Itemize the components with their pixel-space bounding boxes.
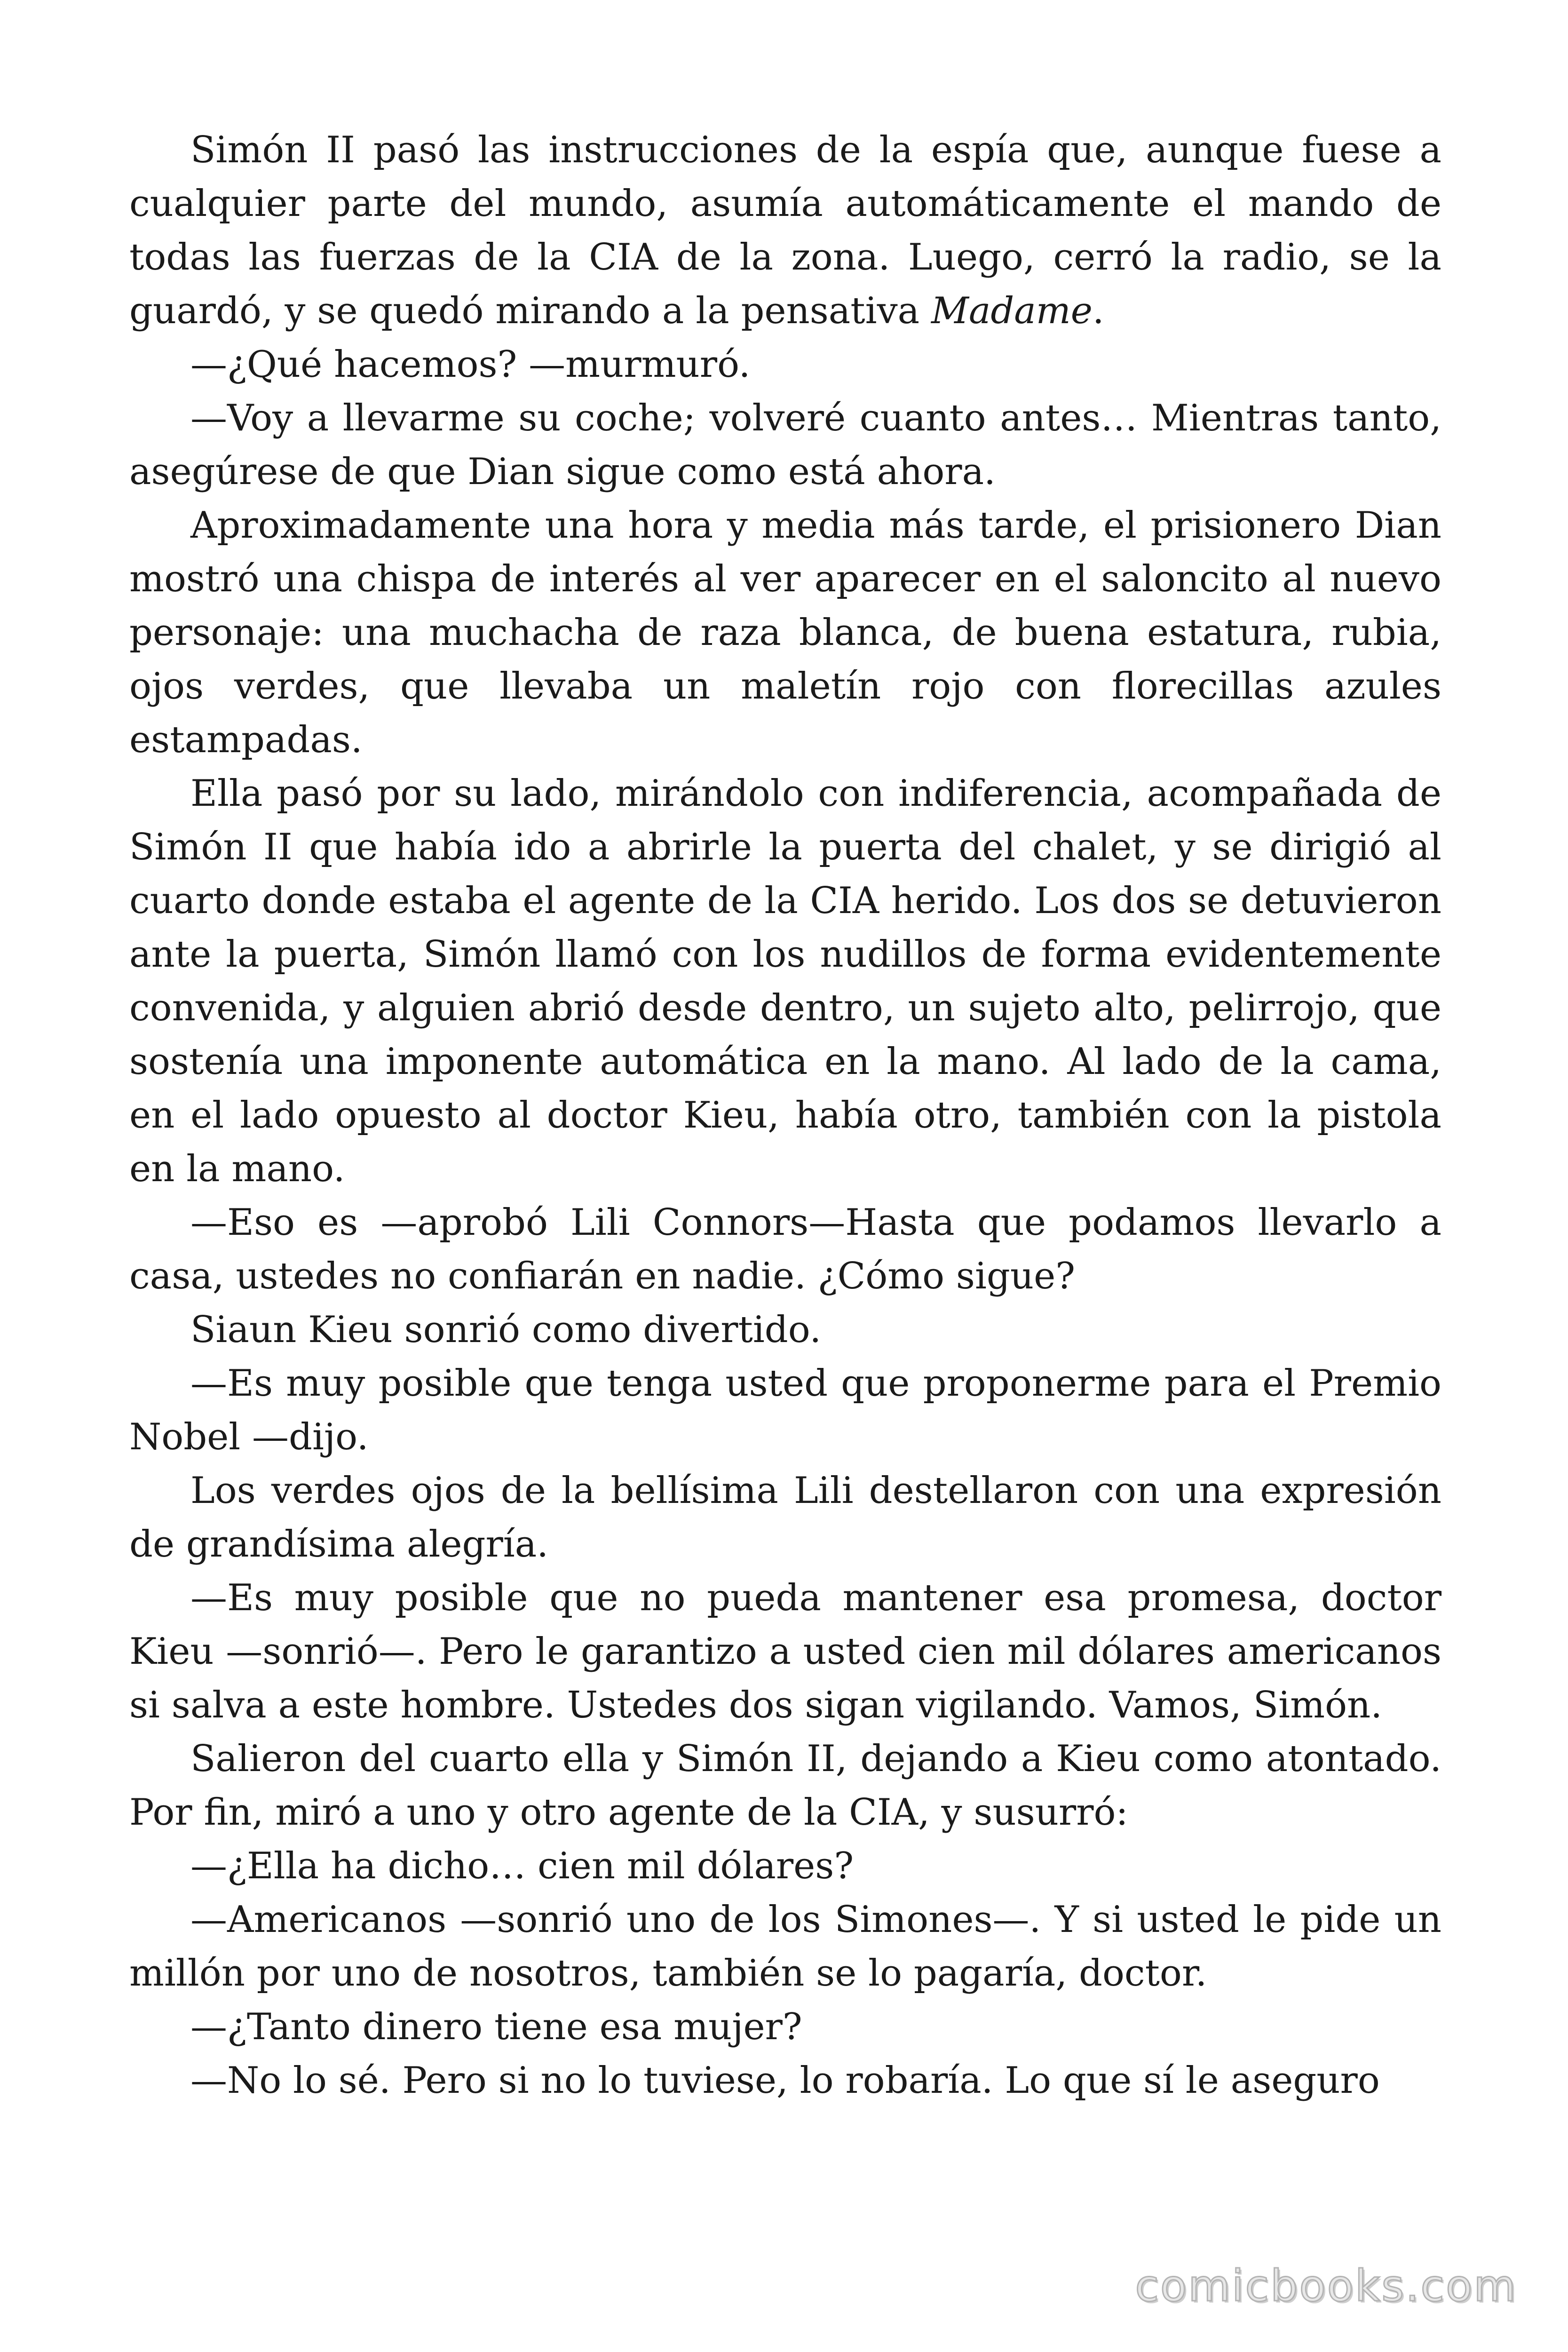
paragraph: Simón II pasó las instrucciones de la espía que, aunque fuese a cualquier parte del mundo, asumía automáticamente el mando de todas las fuerzas de la CIA de la zona. Luego, cerró la radio, se la guardó, y se quedó mirando a la pensativa Madame. <box>129 129 1441 332</box>
paragraph: —Eso es —aprobó Lili Connors—Hasta que podamos llevarlo a casa, ustedes no confiarán en nadie. ¿Cómo sigue? <box>129 1201 1441 1297</box>
paragraph: Aproximadamente una hora y media más tarde, el prisionero Dian mostró una chispa de interés al ver aparecer en el saloncito al nuevo personaje: una muchacha de raza blanca, de buena estatura, rubia, ojos verdes, que llevaba un maletín rojo con florecillas azules estampadas. <box>129 504 1441 761</box>
paragraph: Siaun Kieu sonrió como divertido. <box>190 1309 822 1351</box>
paragraph: —¿Ella ha dicho… cien mil dólares? <box>190 1845 854 1887</box>
paragraph: Ella pasó por su lado, mirándolo con indiferencia, acompañada de Simón II que había ido a abrirle la puerta del chalet, y se dirigió al cuarto donde estaba el agente de la CIA herido. Los dos se detuvieron ante la puerta, Simón llamó con los nudillos de forma evidentemente convenida, y alguien abrió desde dentro, un sujeto alto, pelirrojo, que sostenía una imponente automática en la mano. Al lado de la cama, en el lado opuesto al doctor Kieu, había otro, también con la pistola en la mano. <box>129 772 1441 1190</box>
paragraph: —¿Qué hacemos? —murmuró. <box>190 343 751 386</box>
paragraph: —¿Tanto dinero tiene esa mujer? <box>190 2006 802 2048</box>
paragraph: —Es muy posible que tenga usted que proponerme para el Premio Nobel —dijo. <box>129 1362 1441 1458</box>
paragraph: Salieron del cuarto ella y Simón II, dejando a Kieu como atontado. Por fin, miró a uno y otro agente de la CIA, y susurró: <box>129 1738 1441 1834</box>
paragraph: —No lo sé. Pero si no lo tuviese, lo robaría. Lo que sí le aseguro <box>190 2059 1380 2102</box>
italic-word: Madame <box>931 290 1093 332</box>
paragraph: Los verdes ojos de la bellísima Lili destellaron con una expresión de grandísima alegría. <box>129 1470 1441 1565</box>
paragraph: —Es muy posible que no pueda mantener esa promesa, doctor Kieu —sonrió—. Pero le garantizo a usted cien mil dólares americanos si salva a este hombre. Ustedes dos sigan vigilando. Vamos, Simón. <box>129 1577 1441 1726</box>
paragraph: —Americanos —sonrió uno de los Simones—. Y si usted le pide un millón por uno de nosotros, también se lo pagaría, doctor. <box>129 1899 1441 1994</box>
watermark-logo: comicbooks.com <box>1135 2261 1517 2311</box>
body-text <box>129 123 1441 2107</box>
paragraph: —Voy a llevarme su coche; volveré cuanto antes… Mientras tanto, asegúrese de que Dian sigue como está ahora. <box>129 397 1441 493</box>
